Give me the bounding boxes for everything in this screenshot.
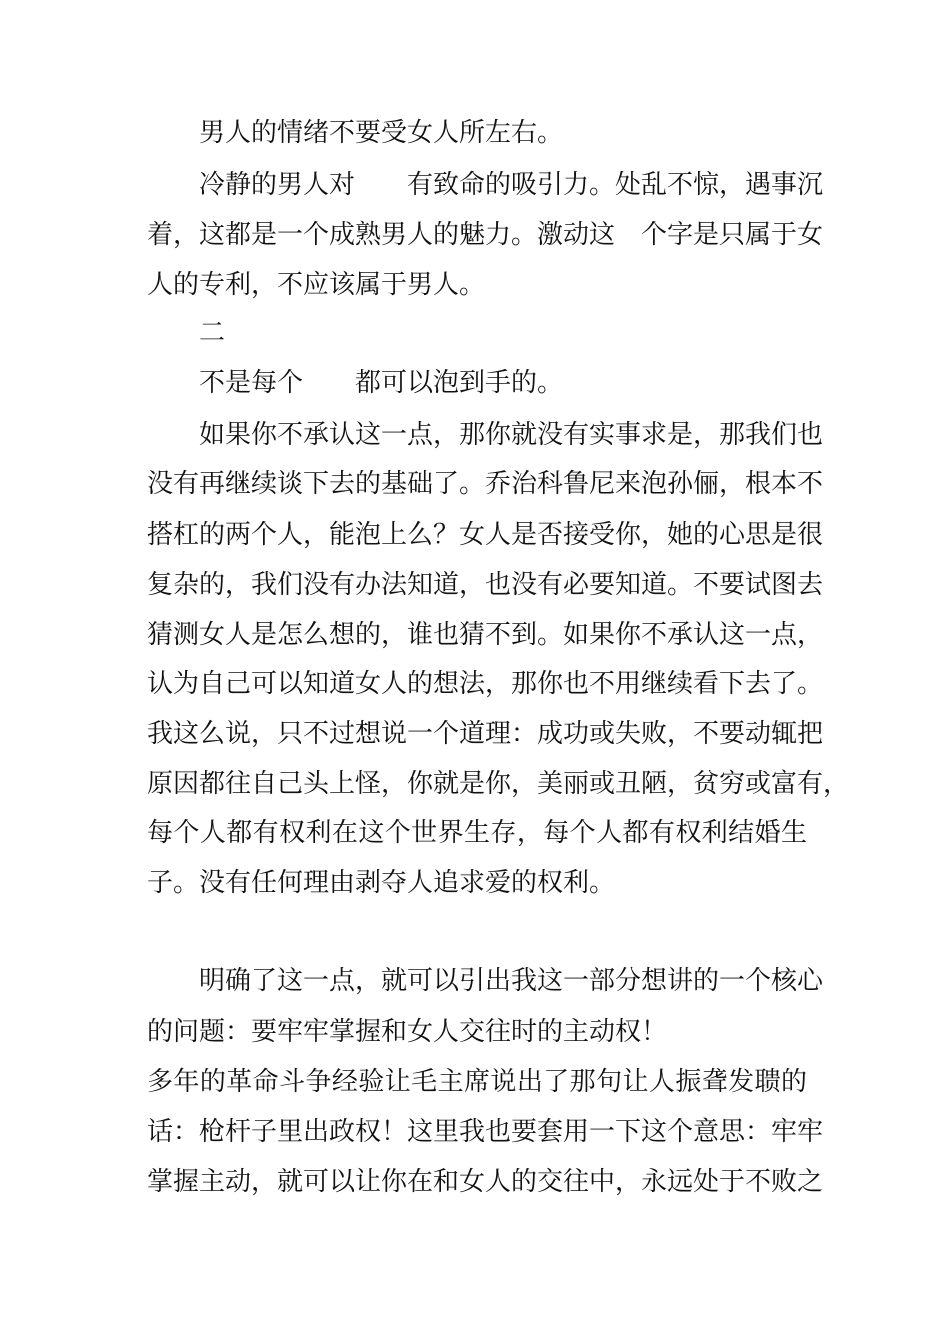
text-line-1: 男人的情绪不要受女人所左右。 [199,118,564,148]
text-line-12: 认为自己可以知道女人的想法，那你也不用继续看下去了。 [147,669,824,699]
text-line-6: 不是每个 都可以泡到手的。 [199,368,564,398]
text-line-19: 多年的革命斗争经验让毛主席说出了那句让人振聋发聩的 [147,1067,807,1097]
text-line-9: 搭杠的两个人，能泡上么？女人是否接受你，她的心思是很 [147,520,824,550]
text-line-2: 冷静的男人对 有致命的吸引力。处乱不惊，遇事沉 [199,170,824,200]
text-line-18: 的问题：要牢牢掌握和女人交往时的主动权！ [147,1017,668,1047]
text-line-20: 话：枪杆子里出政权！这里我也要套用一下这个意思：牢牢 [147,1117,824,1147]
text-line-16: 子。没有任何理由剥夺人追求爱的权利。 [147,868,616,898]
text-line-7: 如果你不承认这一点，那你就没有实事求是，那我们也 [199,420,824,450]
section-number: 二 [199,318,226,348]
text-line-3: 着，这都是一个成熟男人的魅力。激动这 个字是只属于女 [147,220,824,250]
text-line-13: 我这么说，只不过想说一个道理：成功或失败，不要动辄把 [147,719,824,749]
text-line-21: 掌握主动，就可以让你在和女人的交往中，永远处于不败之 [147,1167,824,1197]
text-line-8: 没有再继续谈下去的基础了。乔治科鲁尼来泡孙俪，根本不 [147,469,824,499]
text-line-11: 猜测女人是怎么想的，谁也猜不到。如果你不承认这一点， [147,620,824,650]
text-line-15: 每个人都有权利在这个世界生存，每个人都有权利结婚生 [147,818,807,848]
text-line-10: 复杂的，我们没有办法知道，也没有必要知道。不要试图去 [147,570,824,600]
text-line-17: 明确了这一点，就可以引出我这一部分想讲的一个核心 [199,966,824,996]
text-line-4: 人的专利，不应该属于男人。 [147,270,486,300]
text-line-14: 原因都往自己头上怪，你就是你，美丽或丑陋，贫穷或富有， [147,769,850,799]
